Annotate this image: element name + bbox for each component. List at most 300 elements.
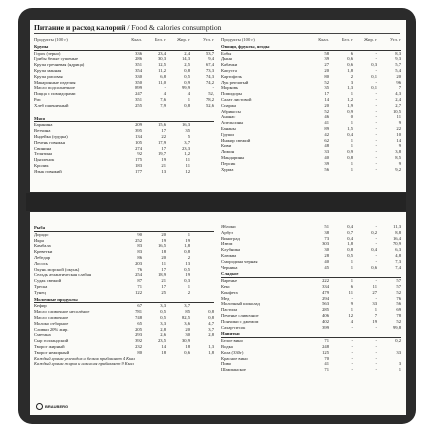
nutrient-value: 0,5 — [160, 314, 166, 320]
nutrient-value: 20 — [324, 67, 329, 73]
nutrient-value: 255 — [135, 102, 142, 108]
nutrient-value: 71 — [324, 367, 329, 373]
nutrient-value: 18 — [161, 249, 166, 255]
nutrient-value: - — [375, 96, 377, 102]
nutrient-value: 6,8 — [160, 73, 166, 79]
nutrient-value: - — [375, 131, 377, 137]
column-header: Ккал. — [131, 37, 142, 42]
nutrient-value: 74,3 — [205, 73, 214, 79]
nutrient-value: 105 — [135, 139, 142, 145]
product-name: Тунец — [34, 289, 46, 295]
product-name: Яблоки — [221, 224, 236, 229]
nutrient-value: 0,6 — [371, 264, 377, 270]
nutrient-value: 46 — [324, 114, 329, 120]
nutrient-value: 1 — [187, 96, 190, 102]
section-heading: Мясо — [34, 116, 214, 123]
nutrient-value: 35 — [324, 85, 329, 91]
nutrient-value: 1,8 — [347, 241, 353, 247]
nutrient-value: 35 — [185, 128, 190, 134]
nutrient-value: 0,4 — [347, 235, 353, 241]
nutrient-value: 0,9 — [347, 149, 353, 155]
table-row — [34, 103, 214, 109]
nutrient-value: 11 — [396, 114, 401, 120]
product-name: Сметана — [34, 332, 51, 338]
nutrient-value: - — [351, 367, 353, 373]
nutrient-value: 65 — [137, 320, 142, 326]
product-name: Конфета — [221, 289, 238, 295]
nutrient-value: 76 — [396, 295, 401, 301]
nutrient-value: 8,3 — [395, 50, 401, 56]
nutrient-value: 1 — [350, 278, 353, 284]
product-name: Окунь морской (окунь) — [34, 266, 80, 272]
nutrient-value: 22 — [396, 125, 401, 131]
nutrient-value: 45 — [324, 264, 329, 270]
product-name: Картофель — [221, 73, 242, 79]
nutrient-value: 0,2 — [395, 338, 401, 344]
nutrient-value: 7,4 — [395, 264, 401, 270]
nutrient-value: 17 — [324, 91, 329, 97]
nutrient-value: - — [375, 67, 377, 73]
nutrient-value: 1 — [398, 367, 401, 373]
product-name: Помидоры — [221, 91, 242, 97]
product-name: Горох (зерно) — [34, 50, 61, 56]
nutrient-value: 71 — [137, 283, 142, 289]
nutrient-value: 0,4 — [347, 224, 353, 229]
nutrient-value: 73 — [324, 235, 329, 241]
nutrient-value: 11 — [348, 289, 353, 295]
nutrient-value: 122 — [135, 289, 142, 295]
nutrient-value: 80 — [137, 349, 142, 355]
nutrient-value: 232 — [135, 343, 142, 349]
nutrient-value: 899 — [135, 85, 142, 91]
nutrient-value: 41 — [324, 120, 329, 126]
product-name: Персик — [221, 160, 236, 166]
nutrient-value: 56 — [324, 166, 329, 172]
nutrient-value: - — [375, 355, 377, 361]
nutrient-value: 4,8 — [395, 252, 401, 258]
nutrient-value: 78 — [396, 312, 401, 318]
product-name: Черника — [221, 264, 238, 270]
nutrient-value: 748 — [135, 314, 142, 320]
nutrient-value: - — [375, 338, 377, 344]
nutrient-value: 0,8 — [184, 67, 190, 73]
nutrient-value: 2 — [187, 254, 190, 260]
nutrient-value: - — [375, 278, 377, 284]
table-row — [221, 367, 401, 373]
product-name: Судак свежий — [34, 278, 62, 284]
column-header: Продукты (100 г) — [221, 37, 255, 42]
column-header: Бел. г — [154, 37, 166, 42]
nutrient-value: 781 — [135, 309, 142, 315]
nutrient-value: 252 — [135, 237, 142, 243]
product-name: Арбуз — [221, 229, 233, 235]
product-name: Баранина — [34, 122, 53, 128]
product-name: Хлеб пшеничный — [34, 102, 69, 108]
nutrient-value: - — [375, 160, 377, 166]
nutrient-value: - — [375, 235, 377, 241]
nutrient-value: 0,8 — [208, 314, 214, 320]
nutrient-value: 1 — [350, 258, 353, 264]
nutrient-value: 23,3 — [181, 145, 190, 151]
nutrient-value: 70,9 — [392, 241, 401, 247]
nutrient-value: 28 — [324, 252, 329, 258]
bottom-page — [30, 212, 406, 415]
nutrient-value: - — [375, 114, 377, 120]
nutrient-value: 3,7 — [184, 139, 190, 145]
nutrient-value: 87 — [137, 278, 142, 284]
table-bottom-left — [34, 224, 214, 367]
nutrient-value: 0,5 — [184, 73, 190, 79]
nutrient-value: 247 — [135, 91, 142, 97]
nutrient-value: - — [375, 224, 377, 229]
product-name: Пиво — [221, 361, 232, 367]
nutrient-value: 4 — [163, 91, 166, 97]
product-name: Масло подсолнечное — [34, 85, 75, 91]
nutrient-value: 0,2 — [371, 229, 377, 235]
nutrient-value: 0 — [350, 114, 353, 120]
nutrient-value: 19 — [185, 272, 190, 278]
nutrient-value: 20 — [396, 73, 401, 79]
nutrient-value: 125 — [322, 349, 329, 355]
nutrient-value: 83 — [137, 249, 142, 255]
nutrient-value: 0,5 — [160, 309, 166, 315]
nutrient-value: 39 — [324, 56, 329, 62]
section-heading: Крупы — [34, 44, 214, 51]
product-name: Печень говяжья — [34, 139, 65, 145]
section-heading: Рыба — [34, 225, 214, 232]
nutrient-value: 4 — [350, 318, 353, 324]
nutrient-value: 15,6 — [157, 122, 166, 128]
nutrient-value: 0,6 — [184, 349, 190, 355]
brand-logo — [36, 403, 68, 410]
nutrient-value: 52, — [208, 91, 214, 97]
footnote: Каждый грамм углеводов и белков прибавляет 4 Ккал — [34, 355, 136, 361]
product-name: Виноград — [221, 235, 240, 241]
product-name: Хурма — [221, 166, 234, 172]
table-header — [34, 37, 214, 43]
nutrient-value: 86 — [137, 254, 142, 260]
table-row — [221, 265, 401, 271]
nutrient-value: 2,6 — [160, 332, 166, 338]
nutrient-value: 11 — [161, 260, 166, 266]
nutrient-value: 12 — [348, 312, 353, 318]
product-name: Бананы — [221, 125, 236, 131]
nutrient-value: 285 — [322, 307, 329, 313]
nutrient-value: 334 — [322, 283, 329, 289]
nutrient-value: 30 — [324, 247, 329, 253]
nutrient-value: 9,3 — [395, 56, 401, 62]
nutrient-value: 17,9 — [157, 139, 166, 145]
product-name: Камбала — [34, 243, 51, 249]
nutrient-value: 1 — [350, 120, 353, 126]
nutrient-value: 2 — [350, 73, 353, 79]
nutrient-value: - — [375, 56, 377, 62]
nutrient-value: 330 — [135, 73, 142, 79]
table-row — [221, 325, 401, 331]
nutrient-value: - — [375, 361, 377, 367]
nutrient-value: 9,2 — [395, 166, 401, 172]
nutrient-value: 563 — [322, 301, 329, 307]
nutrient-value: 12 — [185, 168, 190, 174]
nutrient-value: 399 — [322, 324, 329, 330]
nutrient-value: 33 — [396, 349, 401, 355]
nutrient-value: 33 — [372, 301, 377, 307]
nutrient-value: 74,2 — [205, 79, 214, 85]
product-name: Смородина черная — [221, 258, 258, 264]
product-name: Макаронные изделия — [34, 79, 76, 85]
nutrient-value: 99,8 — [392, 324, 401, 330]
product-name: Молоко отборное — [34, 320, 69, 326]
nutrient-value: 30,9 — [181, 338, 190, 344]
nutrient-value: 0,4 — [371, 247, 377, 253]
nutrient-value: 57 — [396, 283, 401, 289]
nutrient-value: 0,4 — [347, 131, 353, 137]
nutrient-value: 23,5 — [157, 338, 166, 344]
nutrient-value: - — [212, 85, 214, 91]
nutrient-value — [190, 290, 214, 296]
nutrient-value: 1 — [350, 160, 353, 166]
nutrient-value: 41 — [324, 361, 329, 367]
nutrient-value: 23,4 — [157, 50, 166, 56]
product-name: Дорадо — [34, 231, 49, 237]
nutrient-value: 5 — [187, 133, 190, 139]
nutrient-value: 1,2 — [347, 96, 353, 102]
nutrient-value: - — [375, 343, 377, 349]
product-name: Пицца с помидорами — [34, 91, 76, 97]
nutrient-value: 17 — [161, 145, 166, 151]
nutrient-value: 134 — [135, 133, 142, 139]
notebook-spine — [26, 193, 406, 211]
nutrient-value: 0,3 — [184, 278, 190, 284]
product-name: Пончики с джемом — [221, 318, 259, 324]
product-name: Инжир свежий — [221, 137, 251, 143]
product-name: Кола (330г) — [221, 349, 244, 355]
nutrient-value: 2 — [187, 289, 190, 295]
nutrient-value: 254 — [135, 272, 142, 278]
table-row — [34, 169, 214, 175]
nutrient-value: 9 — [398, 143, 401, 149]
nutrient-value: 20 — [161, 231, 166, 237]
nutrient-value: 222 — [322, 278, 329, 284]
nutrient-value: - — [375, 79, 377, 85]
nutrient-value: 1,3 — [347, 85, 353, 91]
nutrient-value: 22 — [161, 133, 166, 139]
nutrient-value: 406 — [322, 312, 329, 318]
product-name: Креветки — [34, 249, 53, 255]
nutrient-value: 39 — [324, 160, 329, 166]
nutrient-value: 25 — [161, 289, 166, 295]
nutrient-value: 350 — [135, 79, 142, 85]
nutrient-value: 13 — [185, 260, 190, 266]
nutrient-value: 203 — [135, 260, 142, 266]
nutrient-value: 9 — [350, 301, 353, 307]
nutrient-value: 83 — [137, 243, 142, 249]
product-name: Груши — [221, 131, 234, 137]
nutrient-value: 7 — [374, 312, 377, 318]
nutrient-value: 6,3 — [395, 247, 401, 253]
nutrient-value — [190, 169, 214, 175]
nutrient-value: 0,8 — [347, 154, 353, 160]
nutrient-value: 11,2 — [158, 67, 166, 73]
nutrient-value: 21 — [161, 162, 166, 168]
nutrient-value: 14,3 — [181, 56, 190, 62]
nutrient-value: 3 — [350, 79, 353, 85]
product-name: Апельсины — [221, 120, 244, 126]
table-top-left — [34, 37, 214, 175]
nutrient-value: 5,4 — [395, 67, 401, 73]
nutrient-value: 16,3 — [181, 122, 190, 128]
product-name: Треска — [34, 283, 48, 289]
nutrient-value: 354 — [135, 67, 142, 73]
nutrient-value: 18 — [161, 349, 166, 355]
nutrient-value: 209 — [135, 122, 142, 128]
nutrient-value: - — [375, 125, 377, 131]
nutrient-value: 1,8 — [347, 67, 353, 73]
nutrient-value: 33 — [324, 149, 329, 155]
nutrient-value: - — [351, 343, 353, 349]
nutrient-value: 1,2 — [184, 151, 190, 157]
section-heading: Сладкое — [221, 271, 401, 278]
nutrient-value: 11 — [185, 162, 190, 168]
nutrient-value: 336 — [135, 50, 142, 56]
title-ru: Питание и расход калорий — [34, 23, 126, 32]
column-header: Угл. г — [203, 37, 214, 42]
nutrient-value: 90 — [137, 231, 142, 237]
nutrient-value: 20 — [185, 326, 190, 332]
nutrient-value: - — [351, 324, 353, 330]
nutrient-value: 2,8 — [208, 332, 214, 338]
nutrient-value: 92 — [137, 151, 142, 157]
brand-name: BRAUBERG — [45, 404, 69, 409]
nutrient-value: 40 — [324, 258, 329, 264]
nutrient-value: 0,5 — [184, 266, 190, 272]
product-name: Красное вино — [221, 355, 248, 361]
nutrient-value: 2,4 — [184, 50, 190, 56]
nutrient-value: 19 — [372, 318, 377, 324]
product-name: Кабачки — [221, 62, 238, 68]
nutrient-value: 56 — [396, 301, 401, 307]
nutrient-value: 1,5 — [347, 125, 353, 131]
product-name: Лосось — [34, 260, 48, 266]
nutrient-value: 71 — [324, 338, 329, 344]
nutrient-value: 4 — [187, 91, 190, 97]
nutrient-value: 402 — [322, 318, 329, 324]
table-row — [34, 350, 214, 356]
product-name: Бобы — [221, 50, 232, 56]
nutrient-value: 38 — [324, 229, 329, 235]
nutrient-value: 16,4 — [392, 235, 401, 241]
nutrient-value: 8,8 — [395, 229, 401, 235]
nutrient-value: 0,8 — [208, 309, 214, 315]
nutrient-value: 286 — [135, 56, 142, 62]
nutrient-value: 18 — [185, 343, 190, 349]
nutrient-value: 20 — [324, 102, 329, 108]
column-header: Жир. г — [176, 37, 190, 42]
nutrient-value: 67,4 — [205, 62, 214, 68]
column-header: Бел. г — [341, 37, 353, 42]
nutrient-value: 99,9 — [181, 85, 190, 91]
nutrient-value: 17 — [161, 266, 166, 272]
product-name: Мед — [221, 295, 230, 301]
section-heading: Напитки — [221, 331, 401, 338]
nutrient-value: 0,3 — [371, 62, 377, 68]
product-name: Творог жирный — [34, 343, 65, 349]
nutrient-value: 0,9 — [347, 108, 353, 114]
nutrient-value: 11 — [185, 157, 190, 163]
product-name: Белое вино — [221, 338, 243, 344]
nutrient-value: - — [351, 349, 353, 355]
product-name: Кефир — [34, 303, 47, 309]
product-name: Ананас — [221, 114, 236, 120]
product-name: Крупа манная — [34, 67, 62, 73]
nutrient-value: 14 — [161, 343, 166, 349]
product-name: Киви — [221, 143, 232, 149]
nutrient-value: 1 — [350, 264, 353, 270]
nutrient-value: - — [164, 85, 166, 91]
nutrient-value: 1 — [350, 143, 353, 149]
nutrient-value: 1,8 — [208, 349, 214, 355]
product-name: Сливки 20% жир. — [34, 326, 69, 332]
nutrient-value: 42 — [324, 131, 329, 137]
nutrient-value: 7 — [398, 85, 401, 91]
nutrient-value: 19,7 — [157, 151, 166, 157]
nutrient-value: - — [375, 91, 377, 97]
nutrient-value: 2,7 — [395, 102, 401, 108]
nutrient-value: 8,5 — [395, 154, 401, 160]
nutrient-value: 175 — [135, 157, 142, 163]
nutrient-value: 27 — [324, 62, 329, 68]
nutrient-value: 12,5 — [157, 62, 166, 68]
nutrient-value: 11 — [372, 283, 377, 289]
product-name: Молочный шоколад — [221, 301, 260, 307]
nutrient-value: 3,6 — [184, 320, 190, 326]
table-header — [221, 37, 401, 43]
nutrient-value: - — [351, 338, 353, 344]
nutrient-value: 10 — [396, 131, 401, 137]
nutrient-value: 96 — [396, 79, 401, 85]
product-name: Салат листовой — [221, 96, 252, 102]
product-name: Морковь — [221, 85, 239, 91]
product-name: Варенье — [221, 278, 238, 284]
nutrient-value: - — [375, 50, 377, 56]
nutrient-value: 1 — [374, 307, 377, 313]
product-name: Свинина — [34, 145, 52, 151]
nutrient-value: 67 — [137, 303, 142, 309]
nutrient-value: 1,9 — [347, 102, 353, 108]
nutrient-value: 3,7 — [208, 326, 214, 332]
nutrient-value: - — [375, 258, 377, 264]
product-name: Грибы белые сушеные — [34, 56, 79, 62]
product-name: Мандарины — [221, 154, 245, 160]
nutrient-value: 10,5 — [392, 108, 401, 114]
nutrient-value: 30 — [185, 332, 190, 338]
nutrient-value: - — [375, 241, 377, 247]
product-name: Абрикосы — [221, 108, 241, 114]
nutrient-value: 30,3 — [157, 56, 166, 62]
nutrient-value: 53,7 — [205, 50, 214, 56]
title-divider — [34, 33, 400, 34]
nutrient-value: 0,1 — [371, 85, 377, 91]
nutrient-value: 1 — [350, 91, 353, 97]
nutrient-value: 6 — [350, 283, 353, 289]
nutrient-value: 177 — [135, 168, 142, 174]
nutrient-value: 0,9 — [184, 79, 190, 85]
product-name: Сельдь атлантическая слабая — [34, 272, 92, 278]
nutrient-value: 1,3 — [208, 343, 214, 349]
product-name: Изюм — [221, 241, 233, 247]
section-heading: Молочные продукты — [34, 297, 214, 304]
nutrient-value: - — [351, 295, 353, 301]
